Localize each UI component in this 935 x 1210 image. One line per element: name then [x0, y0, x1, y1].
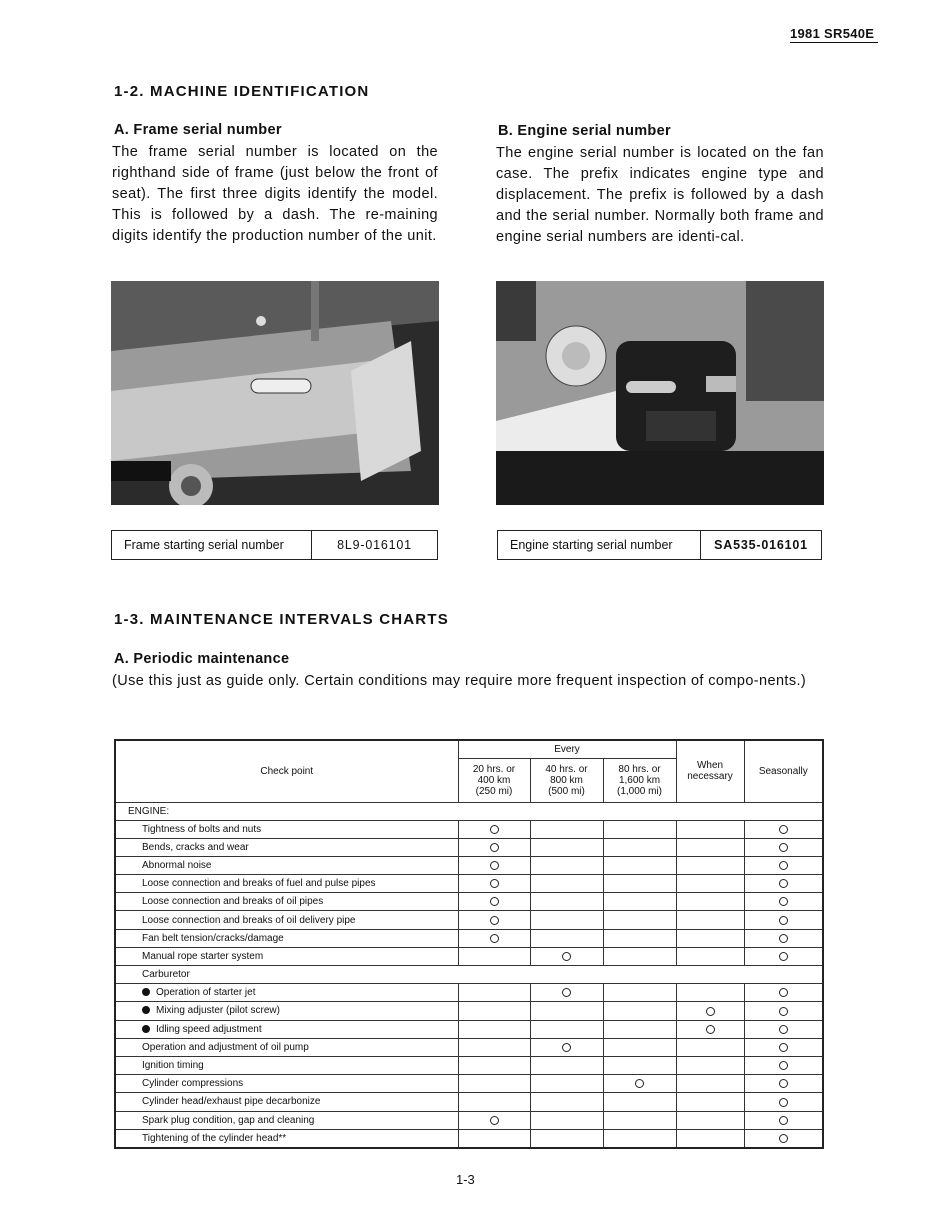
row-label — [115, 893, 458, 911]
table-row — [115, 1038, 823, 1056]
row-label — [115, 1111, 458, 1129]
interval-cell — [530, 893, 603, 911]
interval-cell — [603, 820, 676, 838]
interval-cell — [603, 929, 676, 947]
interval-cell — [603, 1129, 676, 1148]
interval-cell — [458, 1056, 530, 1074]
interval-cell — [458, 1111, 530, 1129]
interval-cell — [744, 911, 823, 929]
interval-cell — [530, 1093, 603, 1111]
check-circle-icon — [490, 934, 499, 943]
check-circle-icon — [779, 934, 788, 943]
interval-cell — [744, 929, 823, 947]
table-row — [115, 1002, 823, 1020]
table-row — [115, 1020, 823, 1038]
interval-cell — [744, 1002, 823, 1020]
interval-cell — [744, 1129, 823, 1148]
interval-cell — [458, 1075, 530, 1093]
table-row — [115, 966, 823, 984]
row-label — [115, 1020, 458, 1038]
interval-cell — [744, 1075, 823, 1093]
interval-cell — [603, 856, 676, 874]
interval-cell — [676, 947, 744, 965]
check-circle-icon — [490, 861, 499, 870]
interval-cell — [603, 893, 676, 911]
interval-cell — [458, 1002, 530, 1020]
table-row — [115, 856, 823, 874]
bullet-icon — [142, 988, 150, 996]
row-label-text: Operation of starter jet — [156, 987, 256, 999]
table-row — [115, 1075, 823, 1093]
frame-serial-value: 8L9-016101 — [337, 538, 412, 552]
engine-serial-box — [497, 530, 822, 560]
interval-cell — [676, 875, 744, 893]
col-every: Every — [458, 740, 676, 758]
col-when-necessary: When necessary — [676, 740, 744, 802]
table-row — [115, 1056, 823, 1074]
interval-cell — [676, 984, 744, 1002]
col-80-hrs: 80 hrs. or 1,600 km (1,000 mi) — [603, 758, 676, 802]
row-label-text: Bends, cracks and wear — [142, 841, 249, 853]
col-40-hrs: 40 hrs. or 800 km (500 mi) — [530, 758, 603, 802]
interval-cell — [458, 1020, 530, 1038]
interval-cell — [530, 911, 603, 929]
interval-cell — [458, 1038, 530, 1056]
frame-serial-label: Frame starting serial number — [112, 531, 312, 559]
maintenance-table — [114, 739, 824, 1149]
table-row — [115, 1111, 823, 1129]
table-row — [115, 893, 823, 911]
interval-cell — [603, 875, 676, 893]
check-circle-icon — [706, 1025, 715, 1034]
check-circle-icon — [490, 897, 499, 906]
row-label — [115, 929, 458, 947]
table-row — [115, 820, 823, 838]
interval-cell — [603, 1093, 676, 1111]
interval-cell — [603, 1002, 676, 1020]
engine-serial-heading: B. Engine serial number — [498, 123, 671, 139]
check-circle-icon — [779, 1116, 788, 1125]
check-circle-icon — [779, 1025, 788, 1034]
row-label-text: Manual rope starter system — [142, 950, 264, 962]
check-circle-icon — [490, 825, 499, 834]
interval-cell — [603, 1038, 676, 1056]
row-label — [115, 947, 458, 965]
interval-cell — [676, 911, 744, 929]
interval-cell — [744, 1056, 823, 1074]
row-label-text: Spark plug condition, gap and cleaning — [142, 1114, 315, 1126]
table-row — [115, 984, 823, 1002]
periodic-maintenance-heading: A. Periodic maintenance — [114, 651, 290, 667]
interval-cell — [458, 875, 530, 893]
interval-cell — [530, 1002, 603, 1020]
row-label-text: Ignition timing — [142, 1060, 204, 1072]
col-20-hrs: 20 hrs. or 400 km (250 mi) — [458, 758, 530, 802]
interval-cell — [744, 1038, 823, 1056]
row-label — [115, 1075, 458, 1093]
interval-cell — [676, 856, 744, 874]
interval-cell — [744, 893, 823, 911]
check-circle-icon — [779, 843, 788, 852]
col-seasonally: Seasonally — [744, 740, 823, 802]
interval-cell — [676, 1093, 744, 1111]
interval-cell — [744, 838, 823, 856]
section-title-machine-identification: 1-2. MACHINE IDENTIFICATION — [114, 83, 370, 100]
interval-cell — [530, 929, 603, 947]
table-row — [115, 911, 823, 929]
interval-cell — [744, 1111, 823, 1129]
bullet-icon — [142, 1006, 150, 1014]
row-label-text: Mixing adjuster (pilot screw) — [156, 1005, 280, 1017]
interval-cell — [530, 984, 603, 1002]
interval-cell — [603, 911, 676, 929]
engine-serial-text: The engine serial number is located on the fan case. The prefix indicates engine type and displacement. The prefix is followed by a dash and the serial number. Normally both frame and engine serial numbers are identi-cal. — [496, 145, 824, 245]
row-label — [115, 856, 458, 874]
row-label — [115, 911, 458, 929]
row-label-text: Tightening of the cylinder head** — [142, 1132, 287, 1144]
interval-cell — [744, 947, 823, 965]
interval-cell — [458, 911, 530, 929]
col-check-point: Check point — [115, 740, 458, 802]
interval-cell — [744, 875, 823, 893]
row-label-text: Cylinder head/exhaust pipe decarbonize — [142, 1096, 321, 1108]
interval-cell — [603, 947, 676, 965]
interval-cell — [530, 1129, 603, 1148]
engine-serial-label: Engine starting serial number — [498, 531, 701, 559]
interval-cell — [603, 1020, 676, 1038]
check-circle-icon — [490, 916, 499, 925]
interval-cell — [744, 1093, 823, 1111]
check-circle-icon — [779, 825, 788, 834]
interval-cell — [603, 1056, 676, 1074]
interval-cell — [676, 1129, 744, 1148]
interval-cell — [676, 1075, 744, 1093]
check-circle-icon — [779, 916, 788, 925]
row-label — [115, 1093, 458, 1111]
interval-cell — [603, 838, 676, 856]
row-label-text: Loose connection and breaks of oil delivery pipe — [142, 914, 356, 926]
row-label-text: Loose connection and breaks of fuel and pulse pipes — [142, 878, 376, 890]
interval-cell — [458, 820, 530, 838]
interval-cell — [744, 984, 823, 1002]
interval-cell — [676, 893, 744, 911]
interval-cell — [530, 1038, 603, 1056]
periodic-maintenance-note: (Use this just as guide only. Certain conditions may require more frequent inspection of compo-nents.) — [112, 673, 807, 689]
interval-cell — [530, 947, 603, 965]
interval-cell — [603, 1075, 676, 1093]
check-circle-icon — [490, 843, 499, 852]
interval-cell — [676, 1038, 744, 1056]
row-label — [115, 1038, 458, 1056]
interval-cell — [676, 838, 744, 856]
check-circle-icon — [779, 1043, 788, 1052]
interval-cell — [458, 929, 530, 947]
engine-serial-value: SA535-016101 — [714, 538, 808, 552]
section-title-maintenance-intervals: 1-3. MAINTENANCE INTERVALS CHARTS — [114, 611, 449, 628]
interval-cell — [744, 856, 823, 874]
engine-serial-photo — [496, 281, 824, 505]
interval-cell — [676, 1111, 744, 1129]
table-row — [115, 1093, 823, 1111]
interval-cell — [530, 838, 603, 856]
table-row — [115, 838, 823, 856]
check-circle-icon — [779, 952, 788, 961]
interval-cell — [458, 893, 530, 911]
check-circle-icon — [779, 1098, 788, 1107]
row-label-text: Fan belt tension/cracks/damage — [142, 932, 284, 944]
frame-serial-box — [111, 530, 438, 560]
check-circle-icon — [635, 1079, 644, 1088]
interval-cell — [676, 929, 744, 947]
interval-cell — [458, 1129, 530, 1148]
frame-serial-heading: A. Frame serial number — [114, 122, 282, 138]
row-label — [115, 1056, 458, 1074]
interval-cell — [744, 1020, 823, 1038]
interval-cell — [530, 1111, 603, 1129]
interval-cell — [458, 1093, 530, 1111]
interval-cell — [530, 856, 603, 874]
row-label — [115, 1129, 458, 1148]
check-circle-icon — [779, 897, 788, 906]
check-circle-icon — [562, 988, 571, 997]
interval-cell — [676, 1020, 744, 1038]
interval-cell — [676, 1056, 744, 1074]
interval-cell — [530, 1075, 603, 1093]
row-label-text: Cylinder compressions — [142, 1078, 244, 1090]
row-label — [115, 820, 458, 838]
interval-cell — [676, 820, 744, 838]
interval-cell — [530, 820, 603, 838]
check-circle-icon — [562, 1043, 571, 1052]
interval-cell — [458, 838, 530, 856]
row-label-text: Tightness of bolts and nuts — [142, 823, 262, 835]
row-label — [115, 984, 458, 1002]
check-circle-icon — [779, 1061, 788, 1070]
engine-section-label: ENGINE: — [115, 802, 823, 820]
frame-serial-text: The frame serial number is located on the righthand side of frame (just below the front of seat). The first three digits identify the model. This is followed by a dash. The re-maining digits identify the production number of the unit. — [112, 144, 438, 244]
interval-cell — [458, 984, 530, 1002]
frame-serial-photo — [111, 281, 439, 505]
document-code: 1981 SR540E — [790, 26, 878, 43]
check-circle-icon — [779, 879, 788, 888]
interval-cell — [530, 875, 603, 893]
interval-cell — [744, 820, 823, 838]
check-circle-icon — [562, 952, 571, 961]
row-label — [115, 966, 823, 984]
row-label-text: Operation and adjustment of oil pump — [142, 1041, 309, 1053]
check-circle-icon — [779, 1079, 788, 1088]
row-label — [115, 838, 458, 856]
row-label-text: Abnormal noise — [142, 859, 212, 871]
row-label-text: Idling speed adjustment — [156, 1023, 262, 1035]
interval-cell — [603, 984, 676, 1002]
table-row — [115, 947, 823, 965]
interval-cell — [603, 1111, 676, 1129]
check-circle-icon — [706, 1007, 715, 1016]
check-circle-icon — [779, 1007, 788, 1016]
table-row — [115, 1129, 823, 1148]
check-circle-icon — [779, 1134, 788, 1143]
row-label-text: Loose connection and breaks of oil pipes — [142, 896, 324, 908]
table-row — [115, 875, 823, 893]
check-circle-icon — [490, 1116, 499, 1125]
interval-cell — [530, 1020, 603, 1038]
row-label-text: Carburetor — [142, 969, 190, 981]
interval-cell — [676, 1002, 744, 1020]
check-circle-icon — [779, 988, 788, 997]
row-label — [115, 1002, 458, 1020]
check-circle-icon — [490, 879, 499, 888]
check-circle-icon — [779, 861, 788, 870]
page-number: 1-3 — [456, 1172, 475, 1187]
interval-cell — [530, 1056, 603, 1074]
table-row — [115, 929, 823, 947]
interval-cell — [458, 856, 530, 874]
bullet-icon — [142, 1025, 150, 1033]
interval-cell — [458, 947, 530, 965]
row-label — [115, 875, 458, 893]
